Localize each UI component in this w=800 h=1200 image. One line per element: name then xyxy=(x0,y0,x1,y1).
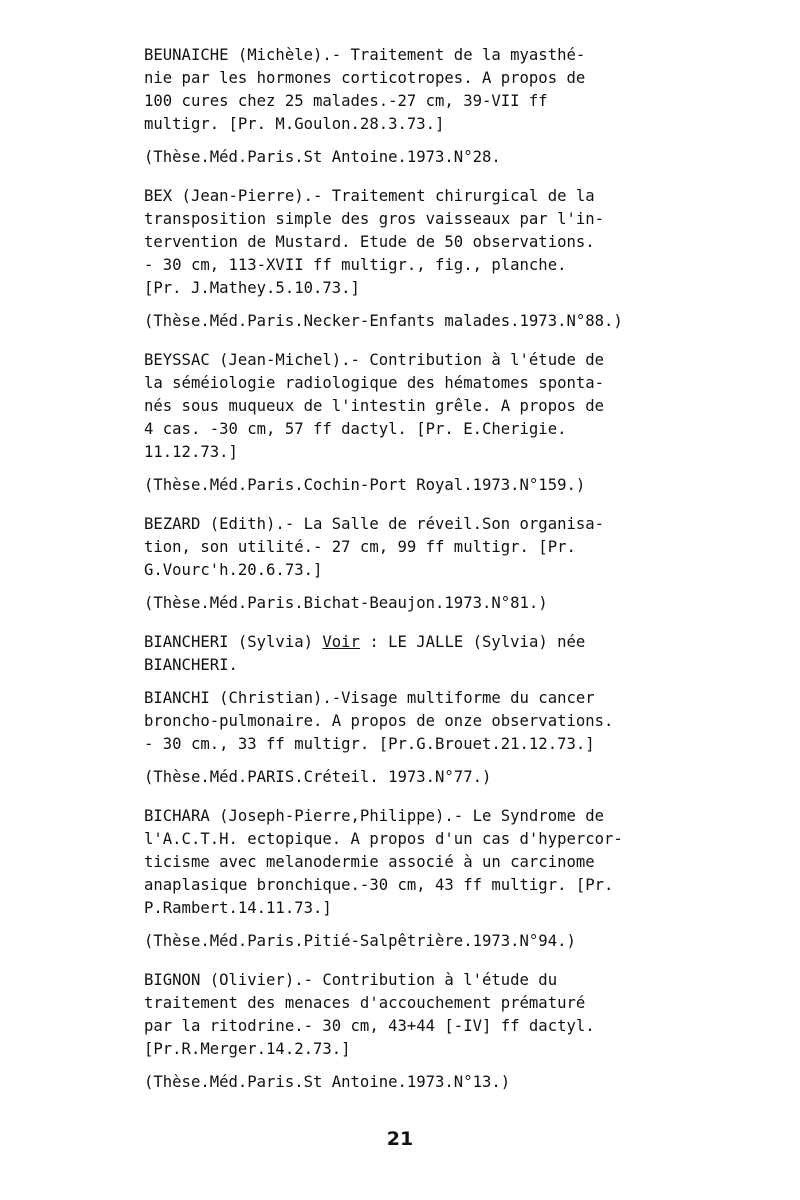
entry-source: (Thèse.Méd.Paris.Bichat-Beaujon.1973.N°81.) xyxy=(144,594,548,612)
entry-line xyxy=(144,631,664,654)
entry-line: ticisme avec melanodermie associé à un carcinome xyxy=(144,853,595,871)
entry-line: traitement des menaces d'accouchement prématuré xyxy=(144,994,586,1012)
entry-text: : LE JALLE (Sylvia) née xyxy=(359,633,586,651)
entry-line: 11.12.73.] xyxy=(144,443,238,461)
entry-line: BEZARD (Edith).- La Salle de réveil.Son organisa- xyxy=(144,515,605,533)
entry-text: BIANCHERI. xyxy=(144,656,238,674)
entry-body xyxy=(144,185,664,300)
entry-bichara xyxy=(144,805,664,953)
entry-line: par la ritodrine.- 30 cm, 43+44 [-IV] ff dactyl. xyxy=(144,1017,595,1035)
entry-line: transposition simple des gros vaisseaux par l'in- xyxy=(144,210,605,228)
entry-bignon xyxy=(144,969,664,1094)
entry-body xyxy=(144,349,664,464)
entry-bex xyxy=(144,185,664,333)
entry-body xyxy=(144,631,664,677)
entry-line xyxy=(144,654,664,677)
entry-beyssac xyxy=(144,349,664,497)
entry-line: BIANCHI (Christian).-Visage multiforme du cancer xyxy=(144,689,595,707)
entry-line: la séméiologie radiologique des hématomes sponta- xyxy=(144,374,605,392)
entry-line: BICHARA (Joseph-Pierre,Philippe).- Le Syndrome de xyxy=(144,807,605,825)
entry-source: (Thèse.Méd.PARIS.Créteil. 1973.N°77.) xyxy=(144,768,492,786)
entry-line: 100 cures chez 25 malades.-27 cm, 39-VII ff xyxy=(144,92,548,110)
entry-line: BEUNAICHE (Michèle).- Traitement de la myasthé- xyxy=(144,46,586,64)
entry-line: G.Vourc'h.20.6.73.] xyxy=(144,561,323,579)
entry-source: (Thèse.Méd.Paris.Cochin-Port Royal.1973.N°159.) xyxy=(144,476,586,494)
entry-body xyxy=(144,805,664,920)
entry-text: BIANCHERI (Sylvia) xyxy=(144,633,323,651)
entry-line: - 30 cm., 33 ff multigr. [Pr.G.Brouet.21.12.73.] xyxy=(144,735,595,753)
page-number: 21 xyxy=(386,1128,414,1150)
entry-beunaiche xyxy=(144,44,664,169)
entry-line: [Pr.R.Merger.14.2.73.] xyxy=(144,1040,351,1058)
entry-line: nés sous muqueux de l'intestin grêle. A propos de xyxy=(144,397,605,415)
entry-line: BEX (Jean-Pierre).- Traitement chirurgical de la xyxy=(144,187,595,205)
entry-line: l'A.C.T.H. ectopique. A propos d'un cas d'hypercor- xyxy=(144,830,623,848)
entry-body xyxy=(144,687,664,756)
entry-biancheri xyxy=(144,631,664,677)
see-also-text: Voir xyxy=(322,633,360,651)
entry-body xyxy=(144,969,664,1061)
entry-line: 4 cas. -30 cm, 57 ff dactyl. [Pr. E.Cherigie. xyxy=(144,420,567,438)
entry-line: tervention de Mustard. Etude de 50 observations. xyxy=(144,233,595,251)
entry-line: broncho-pulmonaire. A propos de onze observations. xyxy=(144,712,614,730)
entry-line: - 30 cm, 113-XVII ff multigr., fig., planche. xyxy=(144,256,567,274)
entry-line: P.Rambert.14.11.73.] xyxy=(144,899,332,917)
entry-line: BEYSSAC (Jean-Michel).- Contribution à l'étude de xyxy=(144,351,605,369)
entry-source: (Thèse.Méd.Paris.St Antoine.1973.N°28. xyxy=(144,148,501,166)
entry-bianchi xyxy=(144,687,664,789)
entry-line: tion, son utilité.- 27 cm, 99 ff multigr. [Pr. xyxy=(144,538,576,556)
document-page xyxy=(144,44,664,1110)
entry-source: (Thèse.Méd.Paris.Pitié-Salpêtrière.1973.N°94.) xyxy=(144,932,576,950)
entry-body xyxy=(144,44,664,136)
entry-line: anaplasique bronchique.-30 cm, 43 ff multigr. [Pr. xyxy=(144,876,614,894)
entry-line: multigr. [Pr. M.Goulon.28.3.73.] xyxy=(144,115,445,133)
entry-line: [Pr. J.Mathey.5.10.73.] xyxy=(144,279,360,297)
entry-bezard xyxy=(144,513,664,615)
entry-body xyxy=(144,513,664,582)
entry-line: BIGNON (Olivier).- Contribution à l'étude du xyxy=(144,971,558,989)
entry-source: (Thèse.Méd.Paris.Necker-Enfants malades.1973.N°88.) xyxy=(144,312,623,330)
entry-source: (Thèse.Méd.Paris.St Antoine.1973.N°13.) xyxy=(144,1073,511,1091)
entry-line: nie par les hormones corticotropes. A propos de xyxy=(144,69,586,87)
